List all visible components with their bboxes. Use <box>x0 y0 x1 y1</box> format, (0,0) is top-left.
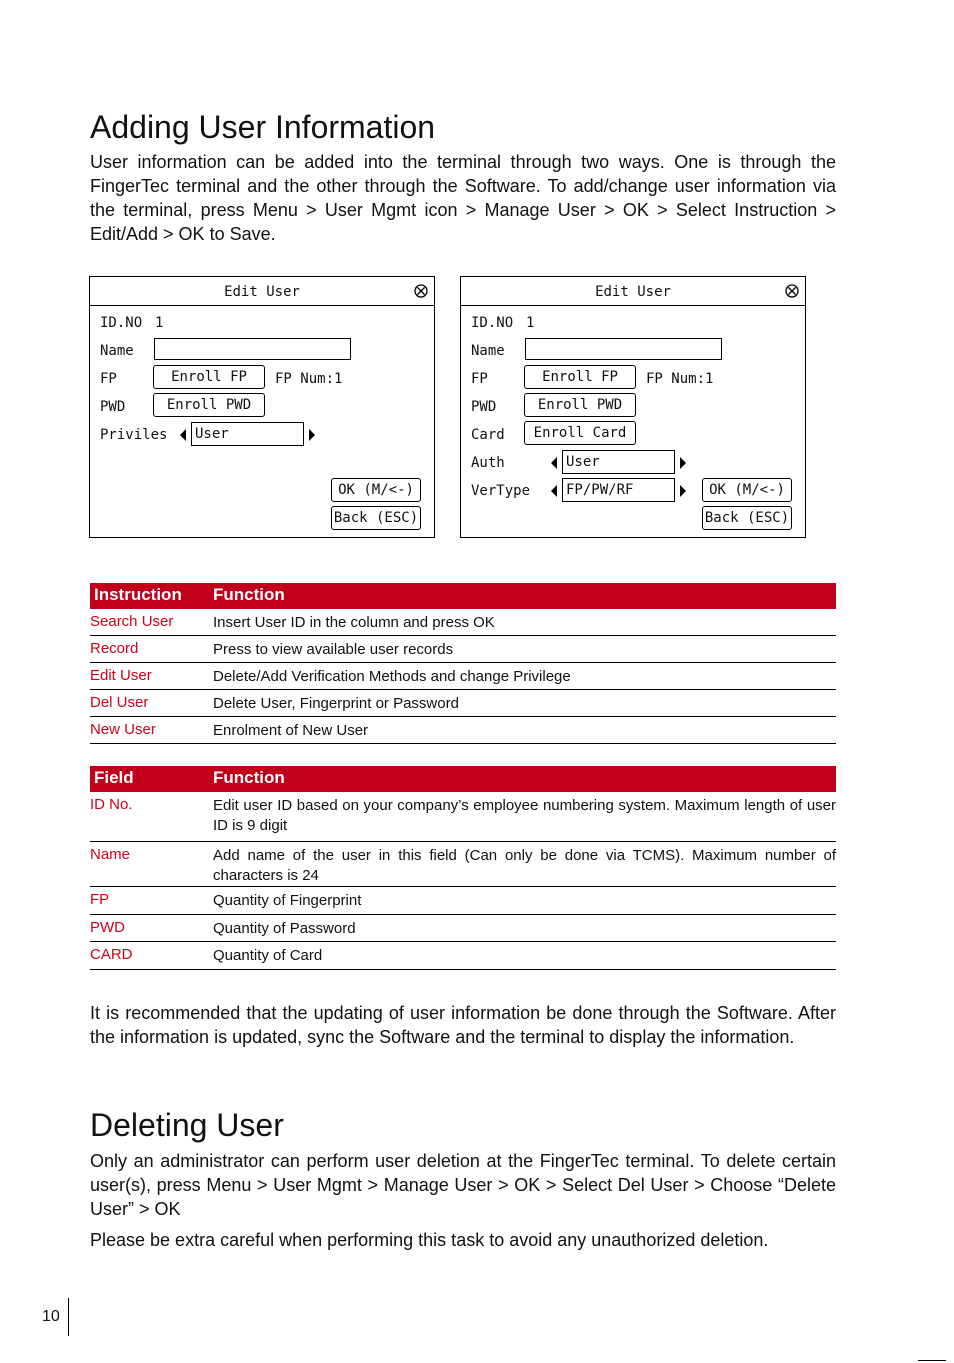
function-cell: Add name of the user in this field (Can only be done via TCMS). Maximum number of characters is 24 <box>213 847 836 884</box>
table-row <box>90 636 836 663</box>
edit-user-screen-1 <box>89 276 435 538</box>
name-label: Name <box>471 343 505 359</box>
enroll-card-button[interactable]: Enroll Card <box>524 421 636 445</box>
name-label: Name <box>100 343 134 359</box>
header-col-1: Instruction <box>94 585 182 604</box>
screen-title: Edit User <box>224 284 300 300</box>
enroll-fp-button[interactable]: Enroll FP <box>524 365 636 389</box>
function-cell: Quantity of Fingerprint <box>213 892 362 909</box>
arrow-left-icon[interactable] <box>180 429 186 441</box>
id-label: ID.NO <box>471 315 514 331</box>
card-label: Card <box>471 427 505 443</box>
id-value: 1 <box>526 315 535 331</box>
function-cell: Enrolment of New User <box>213 722 369 739</box>
instruction-cell: New User <box>90 721 156 738</box>
header-col-1: Field <box>94 768 134 787</box>
screen-title: Edit User <box>595 284 671 300</box>
back-button[interactable]: Back (ESC) <box>331 506 421 530</box>
table-row <box>90 842 836 887</box>
arrow-right-icon[interactable] <box>680 457 686 469</box>
table-row <box>90 792 836 842</box>
arrow-left-icon[interactable] <box>551 457 557 469</box>
field-table <box>90 766 836 970</box>
name-field[interactable] <box>525 338 722 360</box>
function-cell: Quantity of Password <box>213 920 356 937</box>
caution-paragraph: Please be extra careful when performing this task to avoid any unauthorized deletion. <box>90 1230 769 1250</box>
table-row <box>90 690 836 717</box>
corner-rule <box>918 1360 946 1361</box>
header-col-2: Function <box>213 585 285 604</box>
table-header <box>90 766 836 792</box>
privileges-label: Priviles <box>100 427 168 443</box>
instruction-table <box>90 583 836 744</box>
vertype-label: VerType <box>471 483 531 499</box>
privileges-select[interactable]: User <box>191 422 304 446</box>
enroll-pwd-button[interactable]: Enroll PWD <box>153 393 265 417</box>
function-cell: Insert User ID in the column and press OK <box>213 614 495 631</box>
ok-button[interactable]: OK (M/<-) <box>702 478 792 502</box>
pwd-label: PWD <box>100 399 126 415</box>
function-cell: Delete/Add Verification Methods and change Privilege <box>213 668 571 685</box>
fp-num: FP Num:1 <box>275 371 343 387</box>
field-cell: Name <box>90 846 131 863</box>
section-title-adding-user: Adding User Information <box>90 109 436 145</box>
deleting-user-paragraph: Only an administrator can perform user deletion at the FingerTec terminal. To delete certain user(s), press Menu > User Mgmt > Manage User > OK > Select Del User > Choose “Delete User” > OK <box>90 1151 836 1219</box>
function-cell: Delete User, Fingerprint or Password <box>213 695 459 712</box>
instruction-cell: Search User <box>90 613 174 630</box>
screen-title-bar <box>90 277 434 306</box>
vertype-select[interactable]: FP/PW/RF <box>562 478 675 502</box>
adding-user-paragraph: User information can be added into the terminal through two ways. One is through the FingerTec terminal and the other through the Software. To add/change user information via the terminal, press Menu > User Mgmt icon > Manage User > OK > Select Instruction > Edit/Add > OK to Save. <box>90 152 836 244</box>
function-cell: Edit user ID based on your company’s employee numbering system. Maximum length of user ID is 9 digit <box>213 797 836 834</box>
auth-label: Auth <box>471 455 505 471</box>
pwd-label: PWD <box>471 399 497 415</box>
instruction-cell: Record <box>90 640 139 657</box>
field-cell: FP <box>90 891 110 908</box>
enroll-fp-button[interactable]: Enroll FP <box>153 365 265 389</box>
table-row <box>90 609 836 636</box>
arrow-right-icon[interactable] <box>309 429 315 441</box>
field-cell: ID No. <box>90 796 133 813</box>
arrow-right-icon[interactable] <box>680 485 686 497</box>
header-col-2: Function <box>213 768 285 787</box>
name-field[interactable] <box>154 338 351 360</box>
id-label: ID.NO <box>100 315 143 331</box>
close-circle-icon[interactable] <box>414 284 428 298</box>
arrow-left-icon[interactable] <box>551 485 557 497</box>
table-row <box>90 942 836 970</box>
recommendation-paragraph: It is recommended that the updating of user information be done through the Software. After the information is updated, sync the Software and the terminal to display the information. <box>90 1003 836 1047</box>
table-row <box>90 663 836 690</box>
field-cell: PWD <box>90 919 125 936</box>
enroll-pwd-button[interactable]: Enroll PWD <box>524 393 636 417</box>
function-cell: Quantity of Card <box>213 947 323 964</box>
back-button[interactable]: Back (ESC) <box>702 506 792 530</box>
table-row <box>90 717 836 744</box>
ok-button[interactable]: OK (M/<-) <box>331 478 421 502</box>
fp-label: FP <box>471 371 488 387</box>
table-row <box>90 887 836 915</box>
id-value: 1 <box>155 315 164 331</box>
auth-select[interactable]: User <box>562 450 675 474</box>
close-circle-icon[interactable] <box>785 284 799 298</box>
fp-num: FP Num:1 <box>646 371 714 387</box>
screen-title-bar <box>461 277 805 306</box>
instruction-cell: Del User <box>90 694 149 711</box>
edit-user-screen-2 <box>460 276 806 538</box>
field-cell: CARD <box>90 946 133 963</box>
instruction-cell: Edit User <box>90 667 152 684</box>
function-cell: Press to view available user records <box>213 641 454 658</box>
fp-label: FP <box>100 371 117 387</box>
page-divider <box>68 1298 69 1336</box>
page-number: 10 <box>42 1308 60 1325</box>
table-row <box>90 915 836 942</box>
table-header <box>90 583 836 609</box>
section-title-deleting-user: Deleting User <box>90 1107 284 1143</box>
